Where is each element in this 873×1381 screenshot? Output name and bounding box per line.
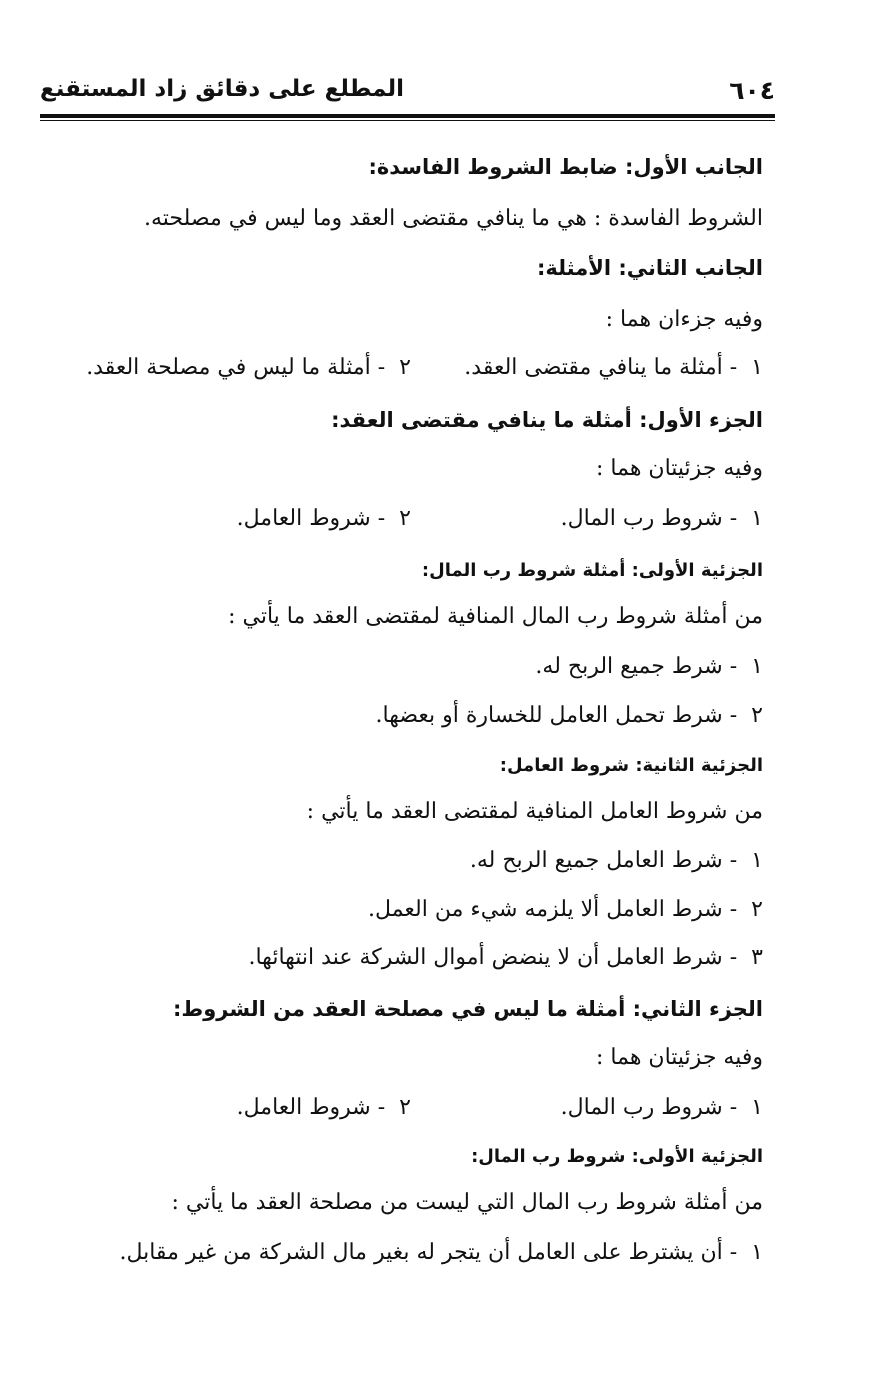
list-item (368, 897, 763, 922)
paragraph: وفيه جزئيتان هما : (596, 456, 763, 481)
paragraph: من شروط العامل المنافية لمقتضى العقد ما يأتي : (306, 799, 763, 824)
list-item (535, 654, 763, 679)
list-item (237, 506, 411, 531)
section-heading: الجزء الأول: أمثلة ما ينافي مقتضى العقد: (331, 408, 763, 432)
subsection-heading: الجزئية الأولى: شروط رب المال: (471, 1146, 763, 1167)
list-text: - أمثلة ما ليس في مصلحة العقد. (86, 355, 386, 380)
list-number: ١ (751, 848, 763, 873)
list-text: - شرط العامل جميع الربح له. (469, 848, 738, 873)
list-item (119, 1240, 763, 1265)
list-number: ١ (751, 1095, 763, 1120)
list-text: - أن يشترط على العامل أن يتجر له بغير مال الشركة من غير مقابل. (119, 1240, 738, 1265)
list-number: ٢ (399, 1095, 411, 1120)
list-text: - شرط تحمل العامل للخسارة أو بعضها. (375, 703, 738, 728)
paragraph: من أمثلة شروط رب المال التي ليست من مصلحة العقد ما يأتي : (171, 1190, 763, 1215)
list-item (418, 355, 763, 380)
list-item (86, 355, 411, 380)
list-item (376, 703, 763, 728)
page-number: ٦٠٤ (729, 76, 775, 105)
subsection-heading: الجزئية الأولى: أمثلة شروط رب المال: (421, 560, 763, 581)
list-item (418, 1095, 763, 1120)
header-rule-thick (40, 114, 775, 118)
header-rule-thin (40, 120, 775, 121)
list-number: ٢ (751, 897, 763, 922)
list-number: ٢ (399, 355, 411, 380)
paragraph: وفيه جزءان هما : (605, 307, 763, 332)
list-text: - شروط العامل. (236, 1095, 386, 1120)
list-number: ١ (751, 1240, 763, 1265)
list-number: ١ (751, 506, 763, 531)
list-number: ١ (751, 654, 763, 679)
two-column-list (237, 1095, 763, 1120)
list-text: - شروط رب المال. (560, 1095, 738, 1120)
two-column-list (63, 355, 763, 380)
list-text: - شروط العامل. (236, 506, 386, 531)
section-heading: الجانب الأول: ضابط الشروط الفاسدة: (368, 155, 763, 179)
list-item (418, 506, 763, 531)
list-item (248, 945, 763, 970)
subsection-heading: الجزئية الثانية: شروط العامل: (499, 755, 763, 776)
list-item (470, 848, 763, 873)
section-heading: الجزء الثاني: أمثلة ما ليس في مصلحة العقد من الشروط: (173, 997, 763, 1021)
paragraph: الشروط الفاسدة : هي ما ينافي مقتضى العقد وما ليس في مصلحته. (144, 206, 763, 231)
list-text: - شرط جميع الربح له. (535, 654, 738, 679)
list-text: - شروط رب المال. (560, 506, 738, 531)
list-text: - أمثلة ما ينافي مقتضى العقد. (464, 355, 738, 380)
list-number: ٣ (751, 945, 763, 970)
list-number: ١ (751, 355, 763, 380)
list-text: - شرط العامل أن لا ينضض أموال الشركة عند انتهائها. (248, 945, 738, 970)
section-heading: الجانب الثاني: الأمثلة: (536, 256, 763, 280)
page-header (40, 70, 775, 114)
list-item (237, 1095, 411, 1120)
running-title: المطلع على دقائق زاد المستقنع (40, 76, 405, 102)
two-column-list (237, 506, 763, 531)
list-text: - شرط العامل ألا يلزمه شيء من العمل. (368, 897, 738, 922)
paragraph: من أمثلة شروط رب المال المنافية لمقتضى العقد ما يأتي : (228, 604, 763, 629)
paragraph: وفيه جزئيتان هما : (596, 1045, 763, 1070)
list-number: ٢ (399, 506, 411, 531)
list-number: ٢ (751, 703, 763, 728)
